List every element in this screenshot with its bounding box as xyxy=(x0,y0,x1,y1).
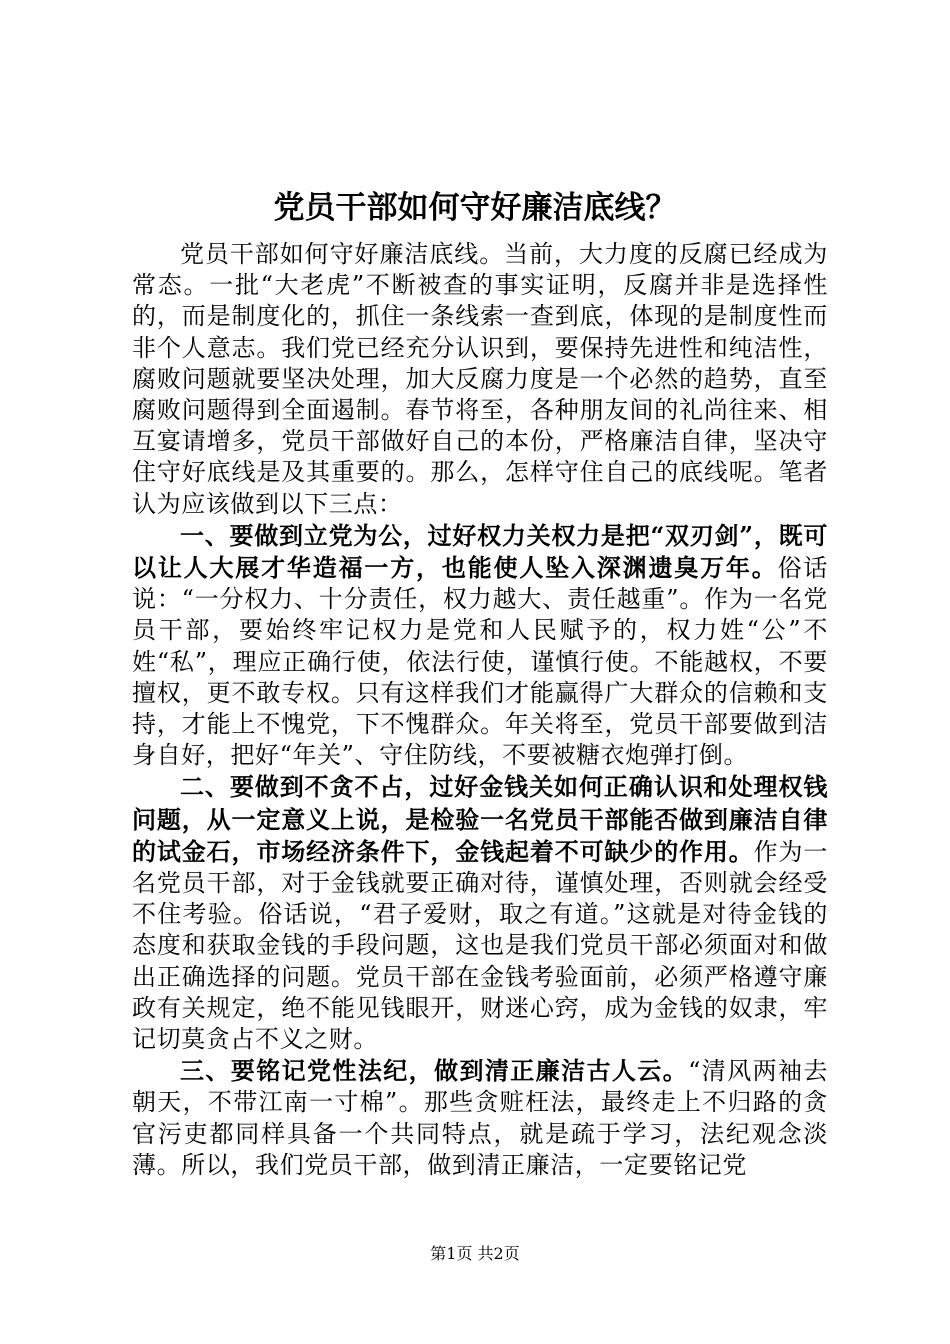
paragraph-lead: 一、要做到立党为公，过好权力关权力是把“双刃剑”，既可以让人大展才华造福一方，也能使人坠入深渊遗臭万年。 xyxy=(132,520,828,583)
document-body xyxy=(132,238,828,1181)
paragraph-intro xyxy=(132,238,828,520)
paragraph-point-2 xyxy=(132,771,828,1055)
paragraph-text: 俗话说：“一分权力、十分责任，权力越大、责任越重”。作为一名党员干部，要始终牢记权力是党和人民赋予的，权力姓“公”不姓“私”，理应正确行使，依法行使，谨慎行使。不能越权，不要擅权，更不敢专权。只有这样我们才能赢得广大群众的信赖和支持，才能上不愧党，下不愧群众。年关将至，党员干部要做到洁身自好，把好“年关”、守住防线，不要被糖衣炮弹打倒。 xyxy=(132,554,829,770)
paragraph-text: 作为一名党员干部，对于金钱就要正确对待，谨慎处理，否则就会经受不住考验。俗话说，“君子爱财，取之有道。”这就是对待金钱的态度和获取金钱的手段问题，这也是我们党员干部必须面对和做出正确选择的问题。党员干部在金钱考验面前，必须严格遵守廉政有关规定，绝不能见钱眼开，财迷心窍，成为金钱的奴隶，牢记切莫贪占不义之财。 xyxy=(132,837,828,1054)
document-title: 党员干部如何守好廉洁底线？ xyxy=(273,190,677,226)
paragraph-text: “清风两袖去朝天，不带江南一寸棉”。那些贪赃枉法，最终走上不归路的贪官污吏都同样具备一个共同特点，就是疏于学习，法纪观念淡薄。所以，我们党员干部，做到清正廉洁，一定要铭记党 xyxy=(132,1057,829,1179)
paragraph-point-1 xyxy=(132,520,828,772)
paragraph-lead: 二、要做到不贪不占，过好金钱关如何正确认识和处理权钱问题，从一定意义上说，是检验一名党员干部能否做到廉洁自律的试金石，市场经济条件下，金钱起着不可缺少的作用。 xyxy=(132,772,828,866)
paragraph-text: 党员干部如何守好廉洁底线。当前，大力度的反腐已经成为常态。一批“大老虎”不断被查的事实证明，反腐并非是选择性的，而是制度化的，抓住一条线索一查到底，体现的是制度性而非个人意志。我们党已经充分认识到，要保持先进性和纯洁性，腐败问题就要坚决处理，加大反腐力度是一个必然的趋势，直至腐败问题得到全面遏制。春节将至，各种朋友间的礼尚往来、相互宴请增多，党员干部做好自己的本份，严格廉洁自律，坚决守住守好底线是及其重要的。那么，怎样守住自己的底线呢。笔者认为应该做到以下三点： xyxy=(132,240,828,518)
paragraph-point-3 xyxy=(132,1055,828,1181)
page-footer: 第1页 共2页 xyxy=(430,1244,520,1263)
paragraph-lead: 三、要铭记党性法纪，做到清正廉洁古人云。 xyxy=(180,1056,689,1086)
